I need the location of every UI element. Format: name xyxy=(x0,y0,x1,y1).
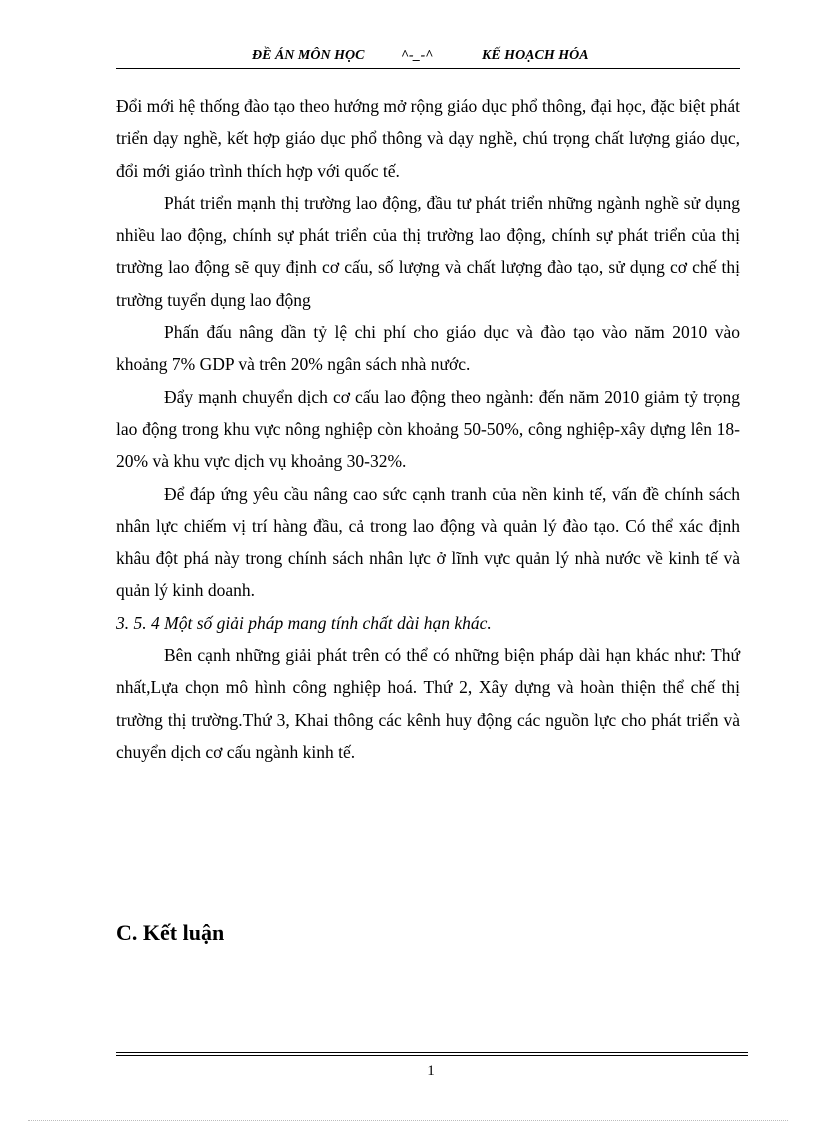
footer-rule-bottom xyxy=(116,1055,748,1056)
paragraph-training-reform: Đổi mới hệ thống đào tạo theo hướng mở rộng giáo dục phổ thông, đại học, đặc biệt phát triển dạy nghề, kết hợp giáo dục phổ thông và dạy nghề, chú trọng chất lượng giáo dục, đổi mới giáo trình thích hợp với quốc tế. xyxy=(116,96,740,181)
paragraph-long-term-solutions: Bên cạnh những giải phát trên có thể có những biện pháp dài hạn khác như: Thứ nhất,Lựa chọn mô hình công nghiệp hoá. Thứ 2, Xây dựng và hoàn thiện thể chế thị trường thị trường.Thứ 3, Khai thông các kênh huy động các nguồn lực cho phát triển và chuyển dịch cơ cấu ngành kinh tế. xyxy=(116,645,740,762)
section-heading: 3. 5. 4 Một số giải pháp mang tính chất dài hạn khác. xyxy=(116,612,492,633)
page-header xyxy=(116,48,740,68)
header-emoticon: ^-_-^ xyxy=(401,48,434,63)
document-body xyxy=(116,90,740,768)
paragraph-labor-market: Phát triển mạnh thị trường lao động, đầu tư phát triển những ngành nghề sử dụng nhiều lao động, chính sự phát triển của thị trường lao động, chính sự phát triển của thị trường lao động sẽ quy định cơ cấu, số lượng và chất lượng đào tạo, sử dụng cơ chế thị trường tuyển dụng lao động xyxy=(116,192,740,310)
header-rule xyxy=(116,68,740,69)
paragraph-education-spending: Phấn đấu nâng dần tỷ lệ chi phí cho giáo dục và đào tạo vào năm 2010 vào khoảng 7% GDP và trên 20% ngân sách nhà nước. xyxy=(116,322,740,375)
footer-rule-top xyxy=(116,1052,748,1053)
conclusion-heading: C. Kết luận xyxy=(116,920,225,945)
page-number: 1 xyxy=(427,1063,435,1079)
header-subject-title: KẾ HOẠCH HÓA xyxy=(482,48,589,63)
header-course-title: ĐỀ ÁN MÔN HỌC xyxy=(252,48,365,63)
paragraph-labor-restructuring: Đẩy mạnh chuyển dịch cơ cấu lao động theo ngành: đến năm 2010 giảm tỷ trọng lao động trong khu vực nông nghiệp còn khoảng 50-50%, công nghiệp-xây dựng lên 18-20% và khu vực dịch vụ khoảng 30-32%. xyxy=(116,386,740,472)
page-bottom-border xyxy=(28,1120,788,1121)
paragraph-human-resource-policy: Để đáp ứng yêu cầu nâng cao sức cạnh tranh của nền kinh tế, vấn đề chính sách nhân lực chiếm vị trí hàng đầu, cả trong lao động và quản lý đào tạo. Có thể xác định khâu đột phá này trong chính sách nhân lực ở lĩnh vực quản lý nhà nước về kinh tế và quản lý kinh doanh. xyxy=(116,483,740,601)
